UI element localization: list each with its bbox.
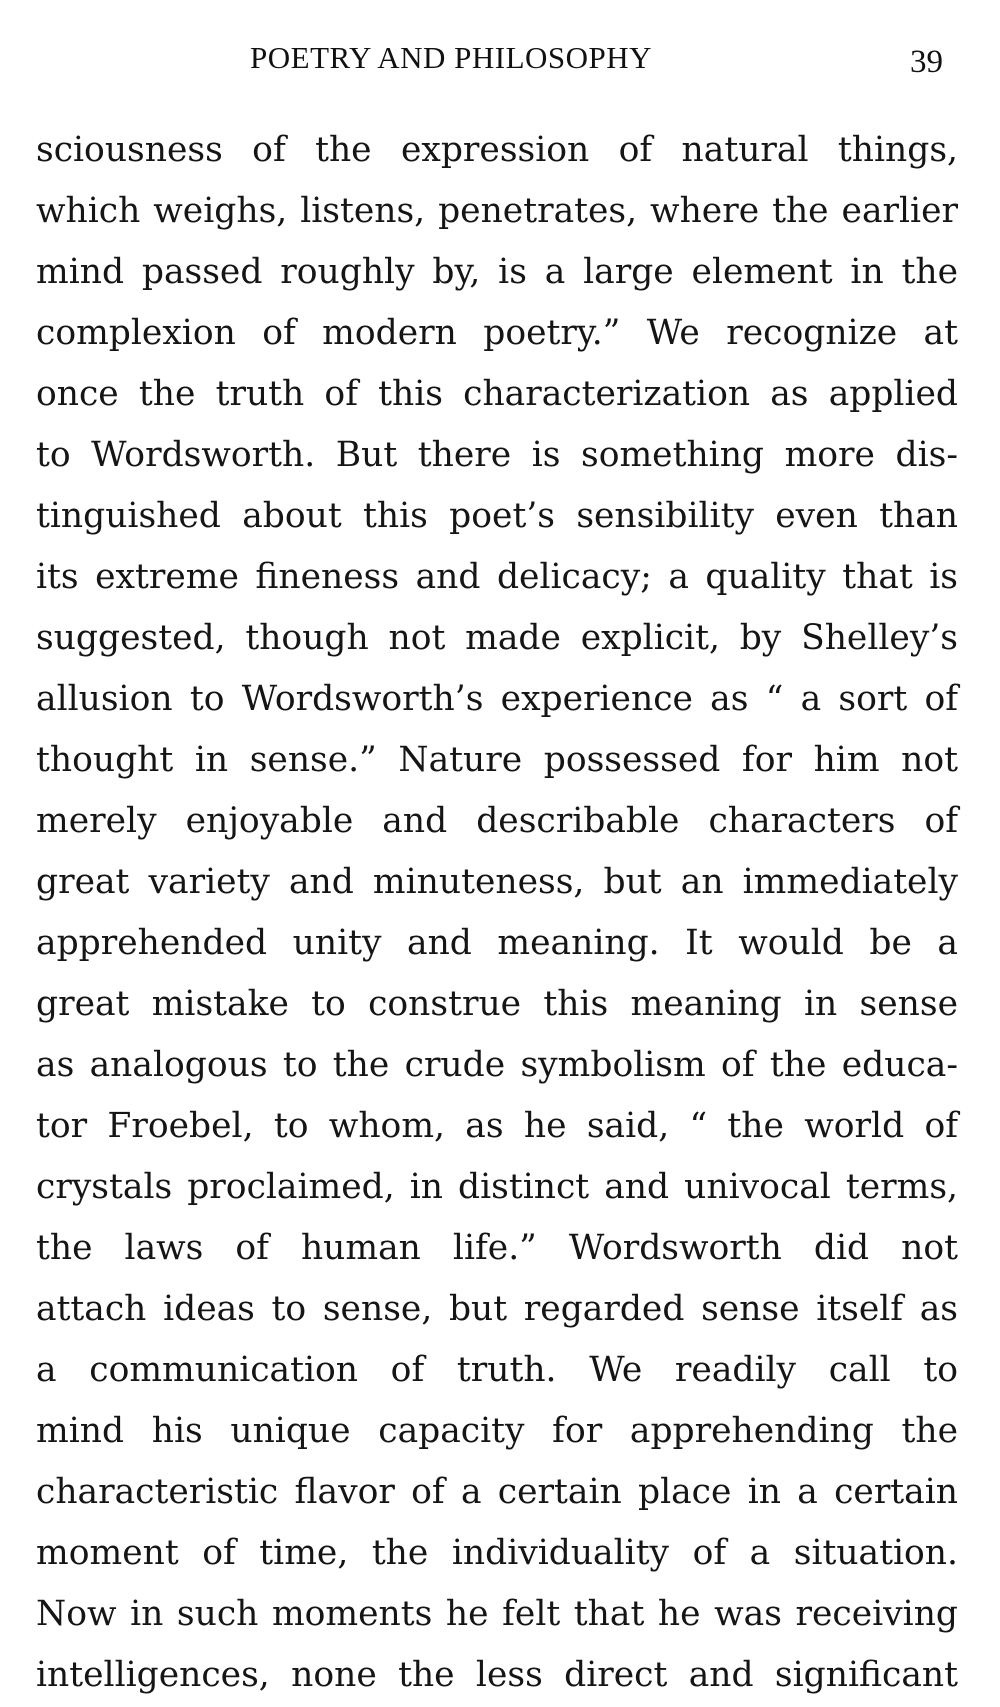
text-line: the laws of human life.” Wordsworth did not	[36, 1228, 958, 1268]
text-line: attach ideas to sense, but regarded sense itself as	[36, 1289, 958, 1329]
text-line: a communication of truth. We readily call to	[36, 1350, 958, 1390]
text-line: mind passed roughly by, is a large element in the	[36, 252, 958, 292]
text-line: moment of time, the individuality of a situation.	[36, 1533, 958, 1573]
text-line: allusion to Wordsworth’s experience as “ a sort of	[36, 679, 958, 719]
page-number: 39	[910, 44, 943, 80]
text-line: as analogous to the crude symbolism of the educa-	[36, 1045, 958, 1085]
text-line: tor Froebel, to whom, as he said, “ the world of	[36, 1106, 958, 1146]
text-line: great mistake to construe this meaning in sense	[36, 984, 958, 1024]
text-line: apprehended unity and meaning. It would be a	[36, 923, 958, 963]
running-head	[0, 34, 1000, 84]
text-line: great variety and minuteness, but an immediately	[36, 862, 958, 902]
text-line: once the truth of this characterization as applied	[36, 374, 958, 414]
text-line: which weighs, listens, penetrates, where the earlier	[36, 191, 958, 231]
text-line: its extreme fineness and delicacy; a quality that is	[36, 557, 958, 597]
text-line: mind his unique capacity for apprehending the	[36, 1411, 958, 1451]
text-line: to Wordsworth. But there is something more dis-	[36, 435, 958, 475]
text-line: complexion of modern poetry.” We recognize at	[36, 313, 958, 353]
text-line: intelligences, none the less direct and significant	[36, 1655, 958, 1695]
text-line: crystals proclaimed, in distinct and univocal terms,	[36, 1167, 958, 1207]
text-line: tinguished about this poet’s sensibility even than	[36, 496, 958, 536]
text-line: suggested, though not made explicit, by Shelley’s	[36, 618, 958, 658]
text-line: thought in sense.” Nature possessed for him not	[36, 740, 958, 780]
running-title: POETRY AND PHILOSOPHY	[250, 40, 653, 75]
text-line: characteristic flavor of a certain place in a certain	[36, 1472, 958, 1512]
text-line: sciousness of the expression of natural things,	[36, 130, 958, 170]
text-line: merely enjoyable and describable characters of	[36, 801, 958, 841]
body-text	[36, 120, 958, 1706]
text-line: Now in such moments he felt that he was receiving	[36, 1594, 958, 1634]
